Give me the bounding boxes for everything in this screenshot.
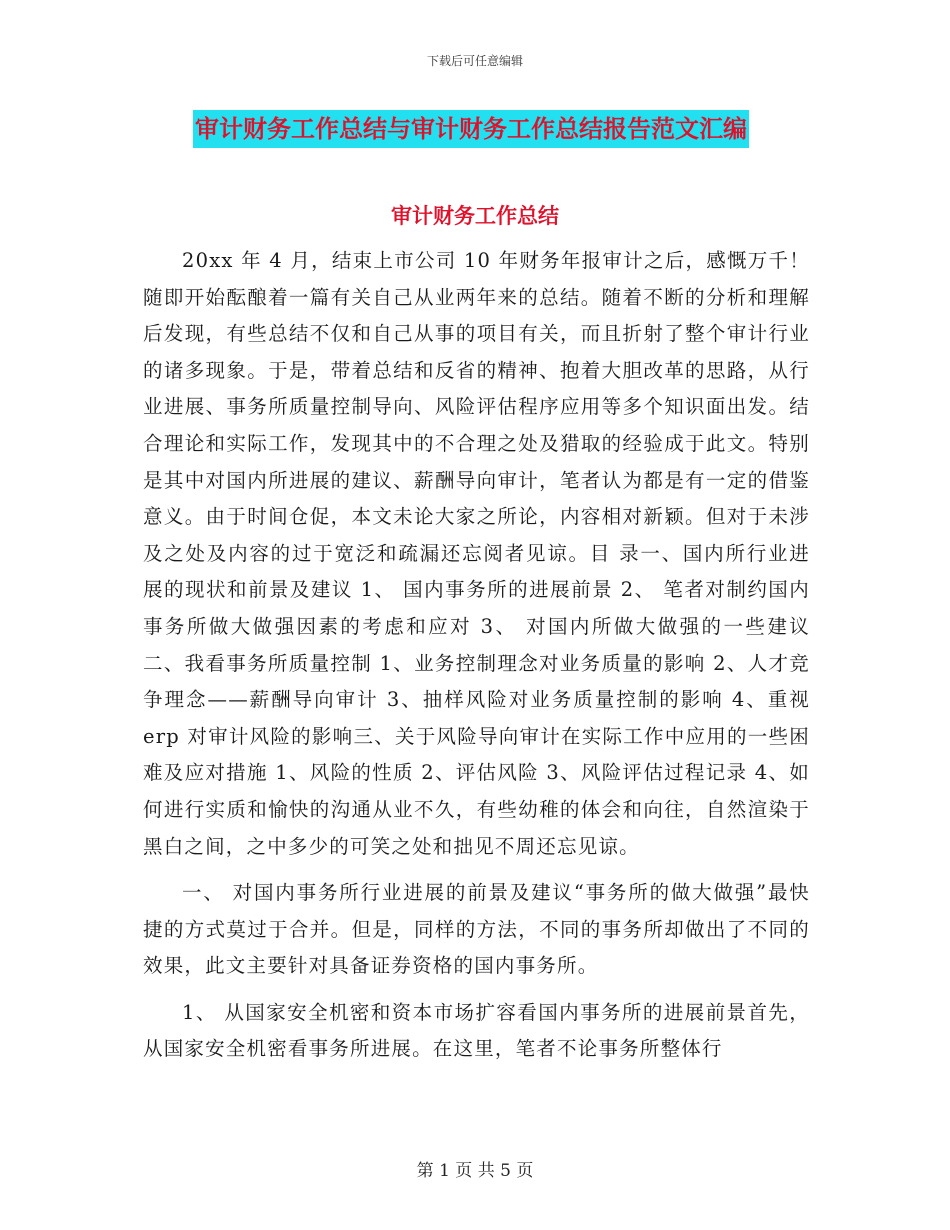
document-title: 审计财务工作总结与审计财务工作总结报告范文汇编 xyxy=(193,110,749,148)
paragraph-section-one: 一、 对国内事务所行业进展的前景及建议“事务所的做大做强”最快捷的方式莫过于合并。但是，同样的方法，不同的事务所却做出了不同的效果，此文主要针对具备证券资格的国内事务所。 xyxy=(143,881,810,978)
paragraph-item-one: 1、 从国家安全机密和资本市场扩容看国内事务所的进展前景首先，从国家安全机密看事务所进展。在这里，笔者不论事务所整体行 xyxy=(143,1000,810,1061)
body-text xyxy=(143,243,810,1068)
page-footer: 第 1 页 共 5 页 xyxy=(416,1161,534,1181)
header-note: 下载后可任意编辑 xyxy=(426,54,523,68)
section-title: 审计财务工作总结 xyxy=(391,203,559,228)
paragraph-intro: 20xx 年 4 月，结束上市公司 10 年财务年报审计之后，感慨万千！随即开始酝酿着一篇有关自己从业两年来的总结。随着不断的分析和理解后发现，有些总结不仅和自己从事的项目有关，而且折射了整个审计行业的诸多现象。于是，带着总结和反省的精神、抱着大胆改革的思路，从行业进展、事务所质量控制导向、风险评估程序应用等多个知识面出发。结合理论和实际工作，发现其中的不合理之处及猎取的经验成于此文。特别是其中对国内所进展的建议、薪酬导向审计，笔者认为都是有一定的借鉴意义。由于时间仓促，本文未论大家之所论，内容相对新颖。但对于未涉及之处及内容的过于宽泛和疏漏还忘阅者见谅。目 录一、国内所行业进展的现状和前景及建议 1、 国内事务所的进展前景 2、 笔者对制约国内事务所做大做强因素的考虑和应对 3、 对国内所做大做强的一些建议二、我看事务所质量控制 1、业务控制理念对业务质量的影响 2、人才竞争理念——薪酬导向审计 3、抽样风险对业务质量控制的影响 4、重视 erp 对审计风险的影响三、关于风险导向审计在实际工作中应用的一些困难及应对措施 1、风险的性质 2、评估风险 3、风险评估过程记录 4、如何进行实质和愉快的沟通从业不久，有些幼稚的体会和向往，自然渲染于黑白之间，之中多少的可笑之处和拙见不周还忘见谅。 xyxy=(143,249,810,858)
